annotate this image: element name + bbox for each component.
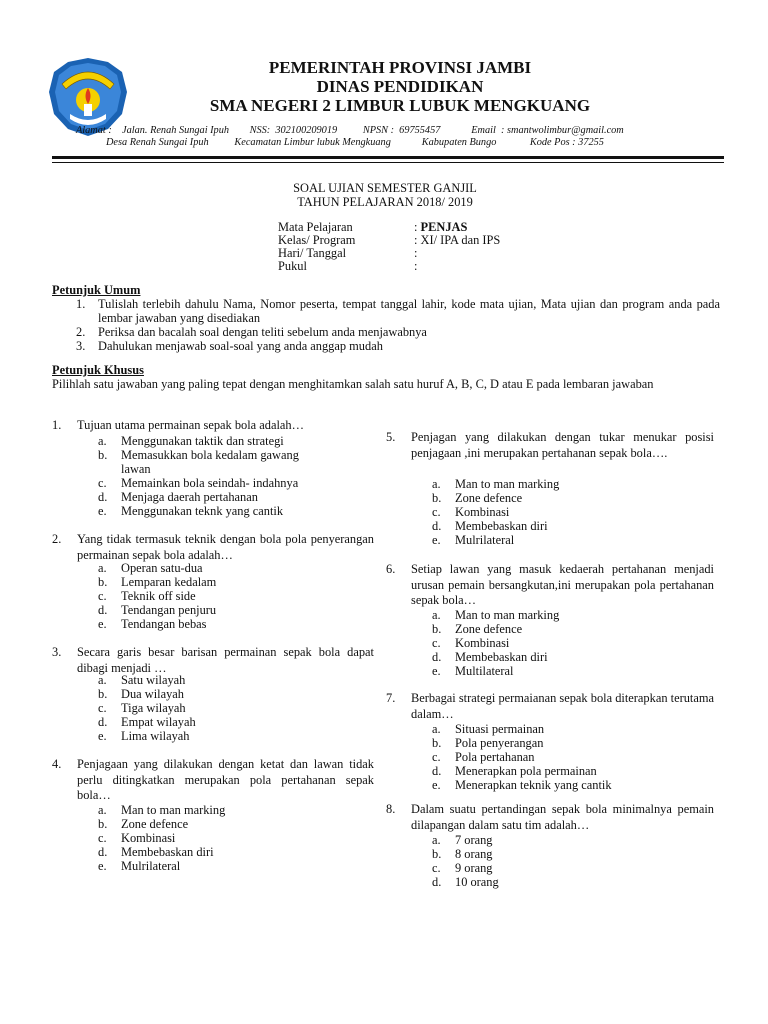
option-letter: d. (432, 764, 442, 778)
option-text: Tiga wilayah (121, 701, 186, 715)
question-text: Dalam suatu pertandingan sepak bola minimalnya pemain dilapangan dalam satu tim adalah… (411, 802, 714, 832)
question-number: 8. (386, 802, 396, 816)
option-text: Kombinasi (121, 831, 176, 845)
option-letter: e. (432, 533, 441, 547)
option-text: Memasukkan bola kedalam gawang (121, 448, 299, 462)
option-text: Pola penyerangan (455, 736, 544, 750)
option-text: 7 orang (455, 833, 493, 847)
option-letter: e. (432, 778, 441, 792)
option-letter: a. (432, 833, 441, 847)
option-letter: a. (98, 434, 107, 448)
option-letter: b. (432, 622, 442, 636)
option-text: Man to man marking (121, 803, 226, 817)
header-address-line-1: Alamat : Jalan. Renah Sungai Ipuh NSS: 302100209019 NPSN : 69755457 Email : smantwolimbur@gmail.com (76, 125, 624, 136)
question-text: Setiap lawan yang masuk kedaerah pertahanan menjadi urusan pemain bersangkutan,ini merupakan pola pertahanan sepak bola… (411, 562, 714, 608)
option-letter: e. (432, 664, 441, 678)
option-letter: e. (98, 729, 107, 743)
option-letter: e. (98, 617, 107, 631)
field-value-time: : (414, 259, 418, 273)
field-label-class: Kelas/ Program (278, 233, 356, 247)
option-text: Zone defence (121, 817, 189, 831)
option-letter: b. (98, 817, 108, 831)
option-letter: c. (98, 589, 107, 603)
option-letter: a. (432, 608, 441, 622)
option-letter: b. (432, 491, 442, 505)
option-letter: b. (432, 847, 442, 861)
option-text: lawan (121, 462, 151, 476)
option-text: Teknik off side (121, 589, 196, 603)
question-text: Penjagaan yang dilakukan dengan ketat dan lawan tidak perlu ditingkatkan merupakan pola pertahanan sepak bola… (77, 757, 374, 803)
header-province: PEMERINTAH PROVINSI JAMBI (268, 58, 532, 77)
option-text: 8 orang (455, 847, 493, 861)
option-text: Lemparan kedalam (121, 575, 217, 589)
option-letter: a. (432, 722, 441, 736)
header-agency: DINAS PENDIDIKAN (316, 77, 484, 96)
field-label-subject: Mata Pelajaran (278, 220, 353, 234)
option-letter: d. (98, 715, 108, 729)
option-text: Memainkan bola seindah- indahnya (121, 476, 299, 490)
option-text: Multilateral (455, 664, 514, 678)
option-letter: b. (98, 448, 108, 462)
specific-instructions-heading: Petunjuk Khusus (52, 363, 144, 377)
option-letter: c. (432, 505, 441, 519)
option-text: Operan satu-dua (121, 561, 203, 575)
option-text: 10 orang (455, 875, 499, 889)
option-letter: d. (432, 519, 442, 533)
header-address-line-2: Desa Renah Sungai Ipuh Kecamatan Limbur lubuk Mengkuang Kabupaten Bungo Kode Pos : 37255 (106, 137, 604, 148)
option-text: Man to man marking (455, 477, 560, 491)
option-text: Man to man marking (455, 608, 560, 622)
question-number: 6. (386, 562, 396, 576)
question-number: 3. (52, 645, 62, 659)
option-letter: d. (98, 603, 108, 617)
option-text: Mulrilateral (121, 859, 181, 873)
option-text: Menggunakan taktik dan strategi (121, 434, 284, 448)
general-instructions-heading: Petunjuk Umum (52, 283, 141, 297)
option-letter: d. (98, 490, 108, 504)
option-letter: c. (432, 750, 441, 764)
instruction-number: 1. (76, 297, 86, 311)
exam-title: SOAL UJIAN SEMESTER GANJIL (293, 181, 477, 195)
option-text: Menerapkan teknik yang cantik (455, 778, 612, 792)
option-letter: a. (432, 477, 441, 491)
question-number: 2. (52, 532, 62, 546)
question-number: 7. (386, 691, 396, 705)
question-text: Berbagai strategi permaianan sepak bola diterapkan terutama dalam… (411, 691, 714, 721)
option-letter: e. (98, 859, 107, 873)
option-letter: b. (432, 736, 442, 750)
question-text: Yang tidak termasuk teknik dengan bola pola penyerangan permainan sepak bola adalah… (77, 532, 374, 562)
option-text: Kombinasi (455, 505, 510, 519)
option-text: Lima wilayah (121, 729, 190, 743)
specific-instructions-text: Pilihlah satu jawaban yang paling tepat dengan menghitamkan salah satu huruf A, B, C, D atau E pada lembaran jawaban (52, 377, 654, 391)
field-value-class: : XI/ IPA dan IPS (414, 233, 501, 247)
option-letter: b. (98, 687, 108, 701)
instruction-number: 3. (76, 339, 86, 353)
header-divider-thick (52, 156, 724, 159)
instruction-number: 2. (76, 325, 86, 339)
option-letter: a. (98, 673, 107, 687)
field-value-date: : (414, 246, 418, 260)
option-letter: c. (432, 636, 441, 650)
header-divider-thin (52, 162, 724, 163)
option-letter: a. (98, 561, 107, 575)
option-text: Empat wilayah (121, 715, 196, 729)
option-letter: b. (98, 575, 108, 589)
instruction-text: Periksa dan bacalah soal dengan teliti sebelum anda menjawabnya (98, 325, 427, 339)
option-letter: d. (432, 650, 442, 664)
option-text: Menerapkan pola permainan (455, 764, 597, 778)
option-text: Tendangan bebas (121, 617, 207, 631)
option-letter: a. (98, 803, 107, 817)
option-text: Menggunakan teknk yang cantik (121, 504, 284, 518)
question-text: Tujuan utama permainan sepak bola adalah… (77, 418, 304, 432)
question-text: Penjagan yang dilakukan dengan tukar menukar posisi penjagaan ,ini merupakan pertahanan sepak bola…. (411, 430, 714, 460)
option-text: Pola pertahanan (455, 750, 535, 764)
option-text: Dua wilayah (121, 687, 184, 701)
exam-subtitle: TAHUN PELAJARAN 2018/ 2019 (297, 195, 473, 209)
option-text: Kombinasi (455, 636, 510, 650)
option-text: Situasi permainan (455, 722, 545, 736)
option-letter: c. (98, 701, 107, 715)
field-label-date: Hari/ Tanggal (278, 246, 347, 260)
option-text: Mulrilateral (455, 533, 515, 547)
header-school: SMA NEGERI 2 LIMBUR LUBUK MENGKUANG (209, 96, 591, 115)
option-letter: c. (432, 861, 441, 875)
option-letter: d. (98, 845, 108, 859)
option-text: Membebaskan diri (455, 519, 548, 533)
question-number: 5. (386, 430, 396, 444)
option-letter: c. (98, 476, 107, 490)
option-text: Tendangan penjuru (121, 603, 217, 617)
option-text: Membebaskan diri (121, 845, 214, 859)
option-text: Satu wilayah (121, 673, 186, 687)
option-letter: c. (98, 831, 107, 845)
option-text: Zone defence (455, 491, 523, 505)
field-value-subject: : PENJAS (414, 220, 468, 234)
option-text: Membebaskan diri (455, 650, 548, 664)
field-label-time: Pukul (278, 259, 307, 273)
question-text: Secara garis besar barisan permainan sepak bola dapat dibagi menjadi … (77, 645, 374, 675)
question-number: 4. (52, 757, 62, 771)
option-letter: d. (432, 875, 442, 889)
option-text: 9 orang (455, 861, 493, 875)
question-number: 1. (52, 418, 62, 432)
instruction-text: Tulislah terlebih dahulu Nama, Nomor peserta, tempat tanggal lahir, kode mata ujian, Mata ujian dan program anda pada lembar jawaban yang disediakan (98, 297, 720, 325)
option-letter: e. (98, 504, 107, 518)
option-text: Zone defence (455, 622, 523, 636)
instruction-text: Dahulukan menjawab soal-soal yang anda anggap mudah (98, 339, 383, 353)
option-text: Menjaga daerah pertahanan (121, 490, 258, 504)
